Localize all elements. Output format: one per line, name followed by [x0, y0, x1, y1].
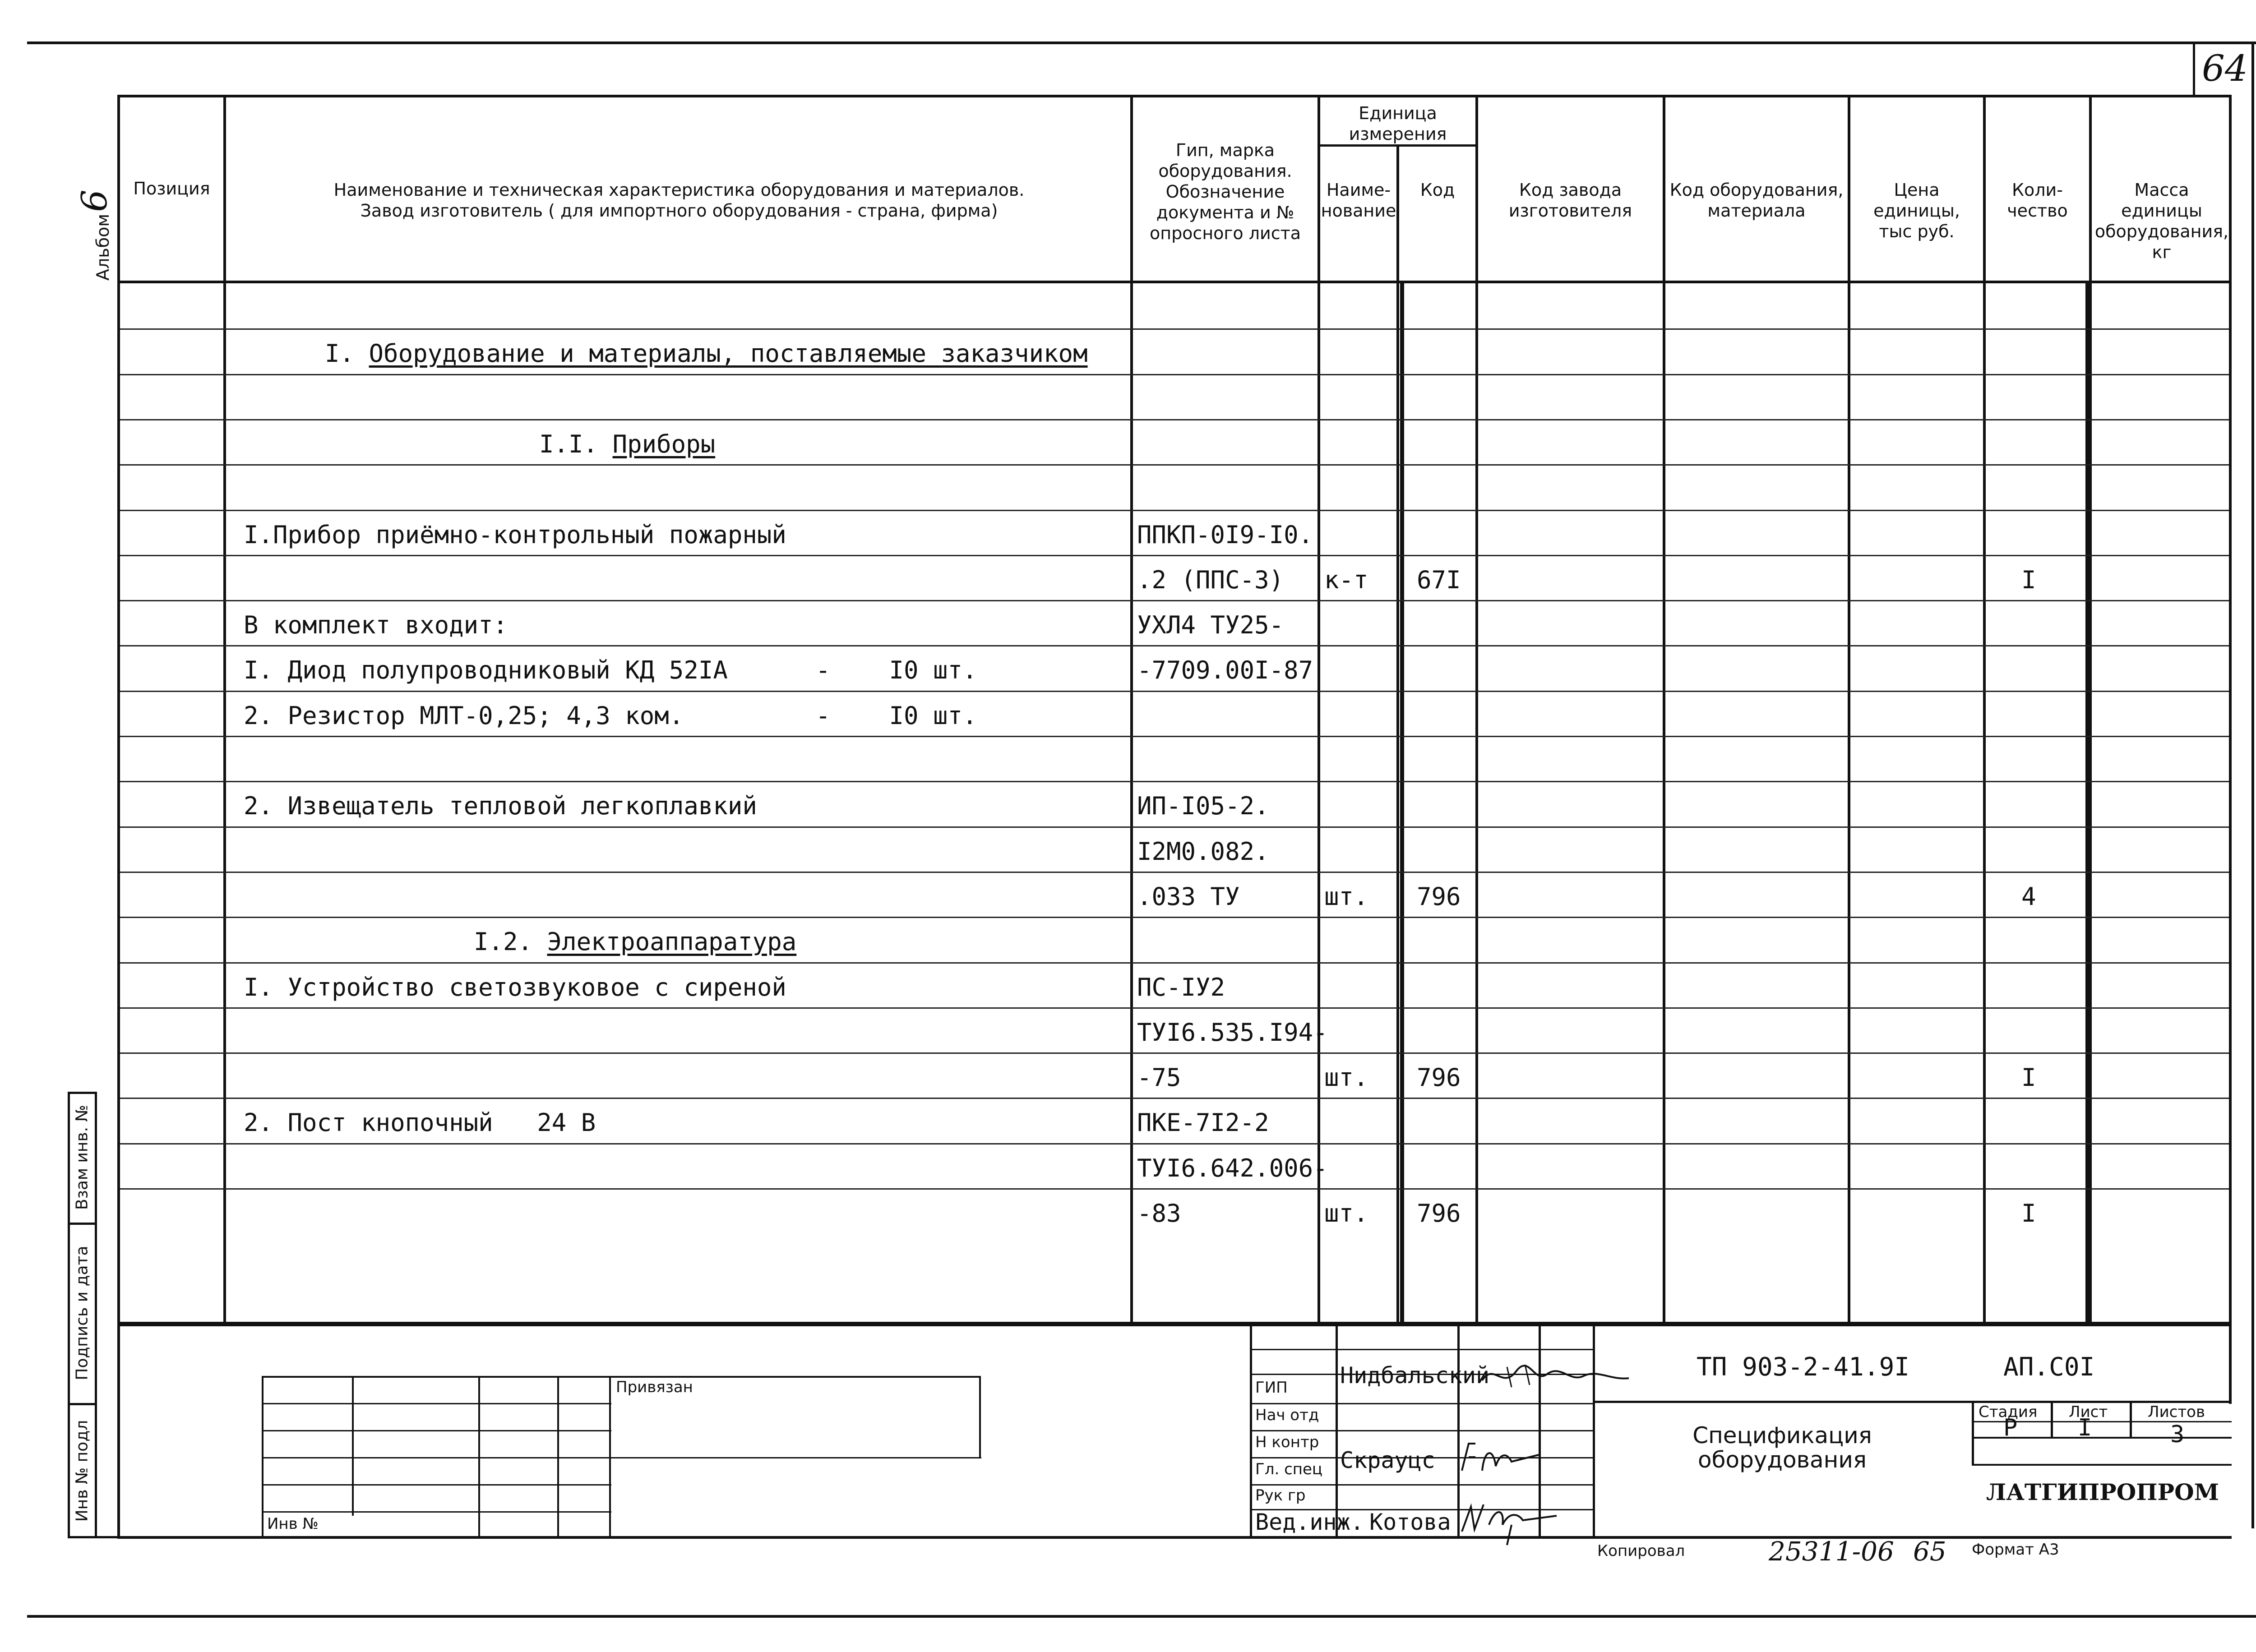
inventory-number: 25311-06	[1769, 1536, 1894, 1567]
header-unit-group	[1320, 103, 1475, 144]
signature-ved-inzh	[1457, 1498, 1566, 1547]
header-factory-code	[1478, 180, 1663, 221]
row-rule	[120, 1143, 2229, 1144]
roles-r3	[1250, 1430, 1593, 1431]
header-type	[1133, 140, 1318, 244]
side-frame-left	[117, 1322, 120, 1538]
row-rule	[120, 1188, 2229, 1190]
row-rule	[120, 1052, 2229, 1054]
header-type-line: Гип, марка	[1175, 140, 1275, 160]
tb-org-top	[1972, 1464, 2232, 1466]
header-type-line: документа и №	[1156, 203, 1294, 222]
row-type: ПКЕ-7I2-2	[1137, 1108, 1269, 1137]
row-rule	[120, 781, 2229, 782]
pv-c4	[609, 1376, 611, 1537]
header-position: Позиция	[133, 179, 210, 198]
header-bottom	[117, 281, 2232, 283]
org-name: ЛАТГИПРОПРОМ	[1986, 1479, 2219, 1505]
sheets-value: 3	[2170, 1421, 2185, 1448]
row-rule	[120, 1007, 2229, 1009]
header-unit-code: Код	[1420, 180, 1455, 200]
row-rule	[120, 645, 2229, 646]
col-line-5	[1475, 96, 1478, 1324]
role-nach-otd: Нач отд	[1255, 1406, 1319, 1424]
format-label: Формат А3	[1972, 1541, 2059, 1559]
row-title: Электроаппаратура	[547, 928, 797, 956]
header-equipment-code	[1665, 180, 1848, 221]
tb-stage-left	[1972, 1401, 1974, 1464]
row-qty: I	[2021, 565, 2036, 594]
roles-r0	[1250, 1349, 1593, 1350]
pv-c5	[979, 1376, 981, 1457]
col-line-4	[1396, 144, 1399, 1324]
header-mass-line: Масса	[2134, 180, 2189, 200]
pv-left	[262, 1376, 264, 1537]
header-name-line1: Наименование и техническая характеристика оборудования и материалов.	[333, 180, 1025, 200]
header-equipment-code-line: материала	[1707, 201, 1806, 221]
pv-r3	[262, 1457, 981, 1458]
row-rule	[120, 555, 2229, 556]
role-gip: ГИП	[1255, 1379, 1288, 1397]
header-factory-code-line: изготовителя	[1508, 201, 1632, 221]
row-name: 2. Пост кнопочный 24 В	[244, 1108, 596, 1137]
side-podpis-data: Подпись и дата	[73, 1246, 92, 1380]
row-type: ППКП-0I9-I0.	[1137, 520, 1313, 549]
copied-label: Копировал	[1597, 1542, 1685, 1560]
row-type: ТУI6.642.006-	[1137, 1154, 1328, 1182]
row-rule	[120, 600, 2229, 601]
header-factory-code-line: Код завода	[1519, 180, 1622, 200]
row-rule	[120, 691, 2229, 692]
stage-value: Р	[2003, 1414, 2018, 1441]
role-ved-inzh: Вед.инж.	[1255, 1509, 1364, 1535]
row-unit: шт.	[1324, 882, 1368, 911]
row-rule	[120, 826, 2229, 828]
privyazan-label: Привязан	[616, 1378, 693, 1396]
header-unit-name-line: нование	[1321, 201, 1396, 221]
row-code: 796	[1417, 882, 1461, 911]
signature-gip	[1480, 1358, 1633, 1394]
pv-r4	[262, 1484, 611, 1486]
pv-c1	[352, 1376, 354, 1516]
row-code: 796	[1417, 1199, 1461, 1227]
col-line-8	[1983, 96, 1986, 1324]
row-qty: I	[2021, 1199, 2036, 1227]
row-title: Приборы	[612, 429, 716, 458]
pv-c2	[478, 1376, 480, 1537]
role-ruk-gr: Рук гр	[1255, 1486, 1306, 1504]
inv-no-label: Инв №	[267, 1515, 319, 1533]
row-rule	[120, 872, 2229, 873]
album-label: Альбом	[93, 213, 113, 281]
row-unit: шт.	[1324, 1063, 1368, 1092]
col-line-3	[1318, 96, 1320, 1324]
body-thick-left	[1400, 283, 1404, 1322]
header-equipment-code-line: Код оборудования,	[1669, 180, 1844, 200]
header-name-line2: Завод изготовитель ( для импортного оборудования - страна, фирма)	[360, 201, 998, 221]
header-price-line: единицы,	[1873, 201, 1960, 221]
name-ved-inzh: Котова	[1369, 1509, 1451, 1535]
row-type: ИП-I05-2.	[1137, 792, 1269, 821]
row-type: ПС-IУ2	[1137, 973, 1225, 1001]
side-stamp-right	[95, 1092, 97, 1538]
frame-right-outer	[2251, 44, 2254, 1528]
role-gl-spec: Гл. спец	[1255, 1460, 1323, 1478]
footer-page: 65	[1913, 1536, 1946, 1567]
header-mass-line: кг	[2152, 242, 2172, 262]
doc-title-line: Спецификация	[1692, 1422, 1872, 1449]
role-n-kontr: Н контр	[1255, 1433, 1319, 1451]
frame-left	[117, 96, 120, 1404]
album-number: 6	[74, 189, 115, 212]
row-rule	[120, 1098, 2229, 1099]
row-type: -75	[1137, 1063, 1181, 1092]
row-rule	[120, 736, 2229, 737]
tb-right-split	[1593, 1401, 2232, 1403]
row-title: Оборудование и материалы, поставляемые заказчиком	[369, 339, 1088, 368]
row-number: I.	[325, 339, 369, 368]
row-name: I. Устройство светозвуковое с сиреной	[244, 973, 786, 1001]
side-vzam-inv: Взам инв. №	[73, 1105, 92, 1210]
page-number: 64	[2202, 47, 2248, 89]
name-gl-spec: Скрауцс	[1340, 1447, 1435, 1473]
header-qty-line: Коли-	[2012, 180, 2063, 200]
row-unit: к-т	[1324, 565, 1368, 594]
doc-title-line: оборудования	[1698, 1447, 1867, 1473]
row-name	[539, 430, 715, 458]
header-qty-line: чество	[2007, 201, 2068, 221]
pv-r1	[262, 1403, 611, 1404]
roles-c4	[1593, 1324, 1595, 1537]
col-line-2	[1130, 96, 1133, 1324]
name-gip: Нидбальский	[1340, 1362, 1490, 1389]
doc-mark: АП.С0I	[2003, 1352, 2095, 1382]
row-type: УХЛ4 ТУ25-	[1137, 611, 1284, 640]
row-type: -7709.00I-87	[1137, 656, 1313, 685]
header-type-line: Обозначение	[1165, 182, 1285, 202]
header-type-line: опросного листа	[1149, 223, 1301, 243]
col-line-1	[223, 96, 226, 1324]
row-rule	[120, 510, 2229, 511]
header-price-line: Цена	[1894, 180, 1940, 200]
sheet-value: I	[2078, 1414, 2092, 1441]
sheet-label: Лист	[2069, 1403, 2108, 1421]
row-rule	[120, 328, 2229, 330]
page-box-left	[2193, 44, 2195, 96]
header-price	[1850, 180, 1983, 242]
row-name: I.Прибор приёмно-контрольный пожарный	[244, 520, 786, 549]
row-type: I2М0.082.	[1137, 837, 1269, 866]
header-mass	[2092, 180, 2232, 263]
top-rule	[27, 42, 2256, 44]
frame-right	[2229, 96, 2232, 1404]
row-number: I.I.	[539, 429, 613, 458]
col-line-7	[1848, 96, 1850, 1324]
row-type: ТУI6.535.I94-	[1137, 1018, 1328, 1047]
roles-r2	[1250, 1403, 1593, 1404]
pv-r5	[262, 1511, 611, 1513]
roles-r5	[1250, 1484, 1593, 1486]
header-mass-line: оборудования,	[2094, 221, 2229, 241]
tb-top	[120, 1324, 2232, 1326]
col-line-6	[1663, 96, 1665, 1324]
row-type: .2 (ППС-3)	[1137, 565, 1284, 594]
signature-gl-spec	[1457, 1439, 1543, 1475]
row-name	[325, 339, 1088, 368]
unit-group-rule	[1318, 144, 1478, 147]
row-type: -83	[1137, 1199, 1181, 1227]
row-rule	[120, 419, 2229, 420]
tb-stage-c2	[2130, 1401, 2132, 1437]
row-rule	[120, 917, 2229, 918]
row-rule	[120, 962, 2229, 964]
header-unit-name	[1320, 180, 1397, 221]
row-qty: I	[2021, 1063, 2036, 1092]
pv-c3	[557, 1376, 559, 1537]
row-code: 796	[1417, 1063, 1461, 1092]
side-stamp-left	[68, 1092, 70, 1538]
row-rule	[120, 374, 2229, 375]
header-unit-name-line: Наиме-	[1326, 180, 1391, 200]
row-unit: шт.	[1324, 1199, 1368, 1227]
doc-code: ТП 903-2-41.9I	[1697, 1352, 1910, 1382]
bottom-rule	[27, 1615, 2256, 1618]
doc-title	[1597, 1423, 1967, 1472]
row-type: .033 ТУ	[1137, 882, 1240, 911]
header-unit-group-line: Единица	[1359, 103, 1437, 123]
row-name: 2. Резистор МЛТ-0,25; 4,3 ком. - I0 шт.	[244, 701, 977, 730]
side-inv-podl: Инв № подл	[73, 1420, 92, 1522]
header-qty	[1986, 180, 2089, 221]
row-rule	[120, 464, 2229, 466]
pv-r2	[262, 1430, 611, 1431]
body-thick-right	[2085, 283, 2090, 1322]
stage-label: Стадия	[1979, 1403, 2038, 1421]
row-code: 67I	[1417, 565, 1461, 594]
table-top	[117, 95, 2232, 97]
header-mass-line: единицы	[2121, 201, 2202, 221]
header-unit-group-line: измерения	[1349, 124, 1447, 144]
header-price-line: тыс руб.	[1879, 221, 1955, 241]
row-qty: 4	[2021, 882, 2036, 911]
header-type-line: оборудования.	[1158, 161, 1292, 181]
pv-top	[262, 1376, 979, 1378]
row-name	[474, 928, 796, 956]
row-name: 2. Извещатель тепловой легкоплавкий	[244, 792, 757, 821]
row-name: В комплект входит:	[244, 611, 508, 640]
row-number: I.2.	[474, 928, 547, 956]
sheets-label: Листов	[2148, 1403, 2205, 1421]
tb-stage-c1	[2051, 1401, 2053, 1437]
row-name: I. Диод полупроводниковый КД 52IA - I0 шт.	[244, 656, 977, 685]
